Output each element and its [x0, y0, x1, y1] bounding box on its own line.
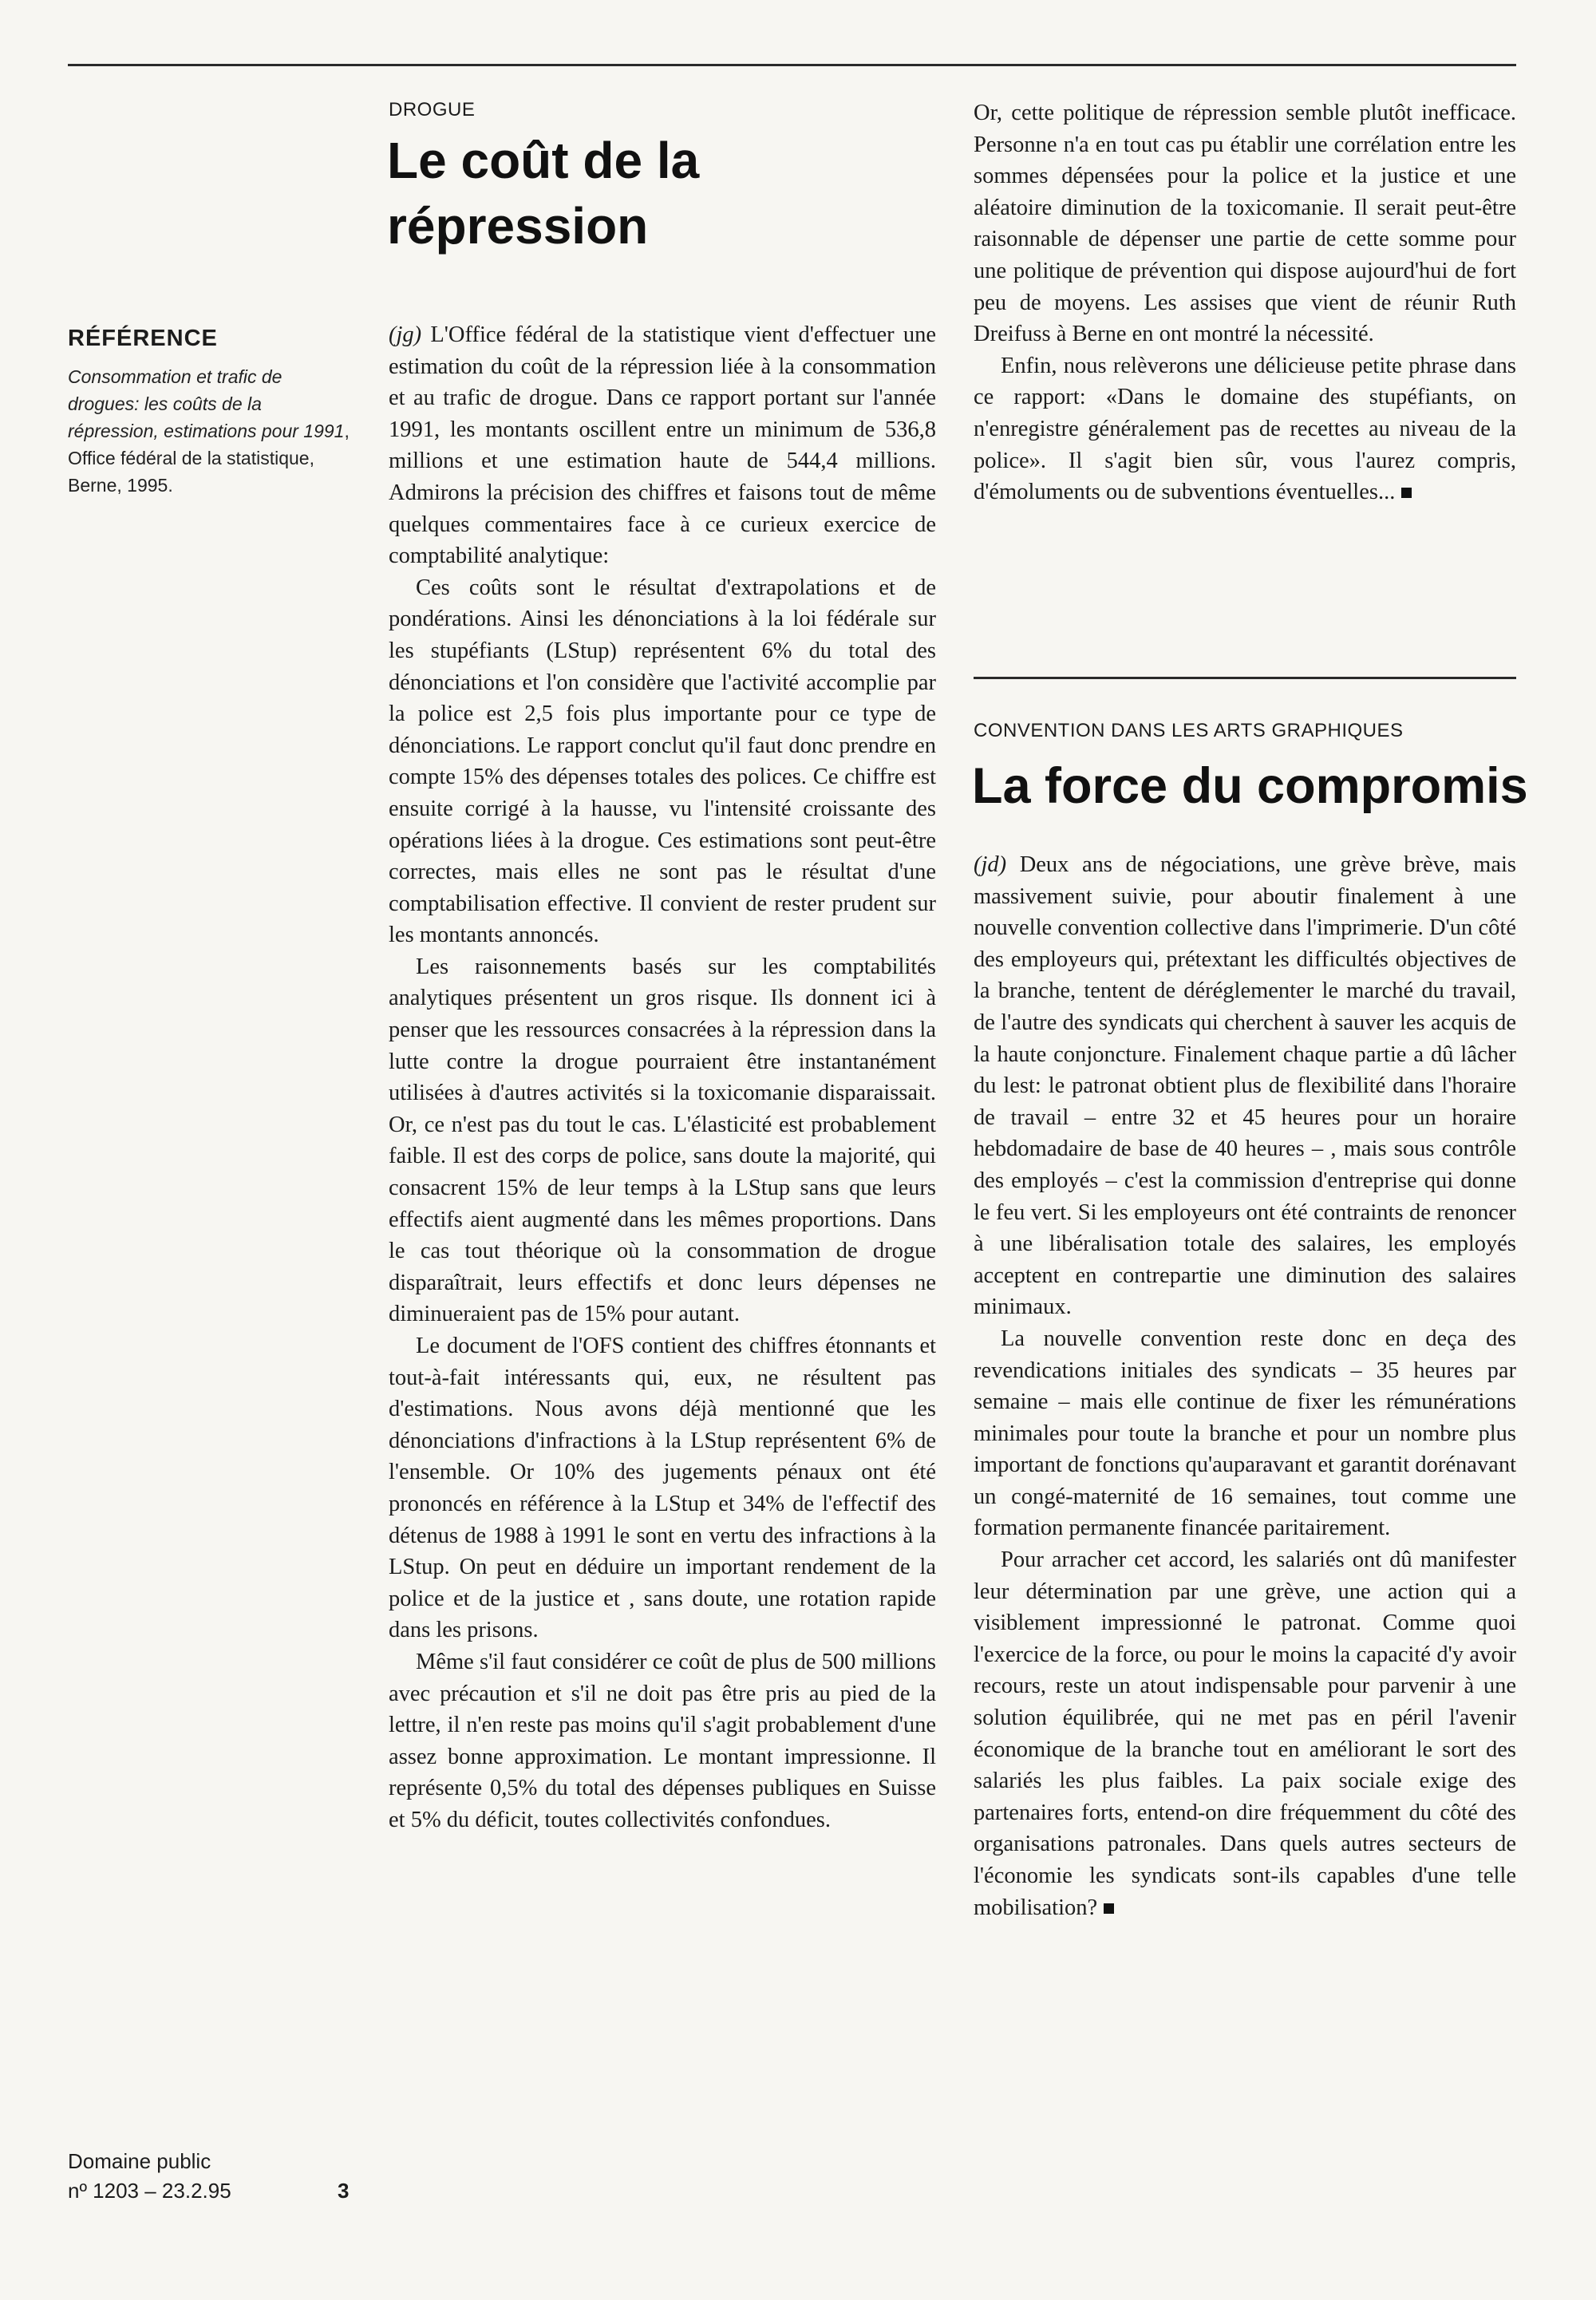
- article1-paragraph-5: Même s'il faut considérer ce coût de plus de 500 millions avec précaution et s'il ne doit pas être pris au pied de la lettre, il n'en reste pas moins qu'il s'agit probablement d'une assez bonne approximation. Le montant impressionne. Il représente 0,5% du total des dépenses publiques en Suisse et 5% du déficit, toutes collectivités confondues.: [389, 1649, 936, 1832]
- article2-column: [974, 849, 1516, 1923]
- end-mark: [1401, 488, 1412, 498]
- article1-column-1: [389, 319, 936, 1836]
- reference-heading: RÉFÉRENCE: [68, 326, 218, 351]
- end-mark: [1104, 1903, 1114, 1914]
- article2-kicker: CONVENTION DANS LES ARTS GRAPHIQUES: [974, 720, 1404, 741]
- article1-title-line2: répression: [387, 197, 649, 255]
- article1-paragraph-1: (jg) L'Office fédéral de la statistique vient d'effectuer une estimation du coût de la répression liée à la consommation et au trafic de drogue. Dans ce rapport portant sur l'année 1991, les montants oscillent entre un minimum de 536,8 millions et une estimation haute de 544,4 millions. Admirons la précision des chiffres et faisons tout de même quelques commentaires face à ce curieux exercice de comptabilité analytique:: [389, 322, 936, 569]
- page-footer: [68, 2147, 355, 2206]
- publication-name: Domaine public: [68, 2149, 211, 2173]
- article1-column-2: [974, 97, 1516, 508]
- article1-byline: (jg): [389, 322, 422, 347]
- top-rule: [68, 64, 1516, 66]
- article1-paragraph-3: Les raisonnements basés sur les comptabilités analytiques présentent un gros risque. Ils donnent ici à penser que les ressources consacrées à la répression dans la lutte contre la drogue pourraient être instantanément utilisées à d'autres activités si la toxicomanie disparaissait. Or, ce n'est pas du tout le cas. L'élasticité est probablement faible. Il est des corps de police, sans doute la majorité, qui consacrent 15% de leur temps à la LStup sans que leurs effectifs aient augmenté dans les mêmes proportions. Dans le cas tout théorique où la consommation de drogue disparaîtrait, leurs effectifs et donc leurs dépenses ne diminueraient pas de 15% pour autant.: [389, 954, 936, 1327]
- article2-paragraph-2: La nouvelle convention reste donc en deça des revendications initiales des syndicats – 35 heures par semaine – mais elle continue de fixer les rémunérations minimales pour toute la branche et pour un nombre plus important de fonctions qu'auparavant et garantit dorénavant un congé-maternité de 16 semaines, tout comme une formation permanente financée paritairement.: [974, 1326, 1516, 1541]
- article1-paragraph-2: Ces coûts sont le résultat d'extrapolations et de pondérations. Ainsi les dénonciations à la loi fédérale sur les stupéfiants (LStup) représentent 6% du total des dénonciations et l'on considère que l'activité accomplie par la police est 2,5 fois plus importante pour ce type de dénonciations. Le rapport conclut qu'il faut donc prendre en compte 15% des dépenses totales des polices. Ce chiffre est ensuite corrigé à la hausse, vu l'intensité croissante des opérations liées à la drogue. Ces estimations sont peut-être correctes, mais elles ne sont pas le résultat d'une comptabilisation effective. Il convient de rester prudent sur les montants annoncés.: [389, 575, 936, 948]
- reference-publisher: , Office fédéral de la statistique, Berne, 1995.: [68, 421, 350, 496]
- article1-paragraph-7: Enfin, nous relèverons une délicieuse petite phrase dans ce rapport: «Dans le domaine des stupéfiants, on n'enregistre généralement pas de recettes au niveau de la police». Il s'agit bien sûr, vous l'aurez compris, d'émoluments ou de subventions éventuelles...: [974, 353, 1516, 505]
- page-number: 3: [338, 2179, 350, 2203]
- article2-paragraph-3: Pour arracher cet accord, les salariés ont dû manifester leur détermination par une grève, une action qui a visiblement impressionné le patronat. Comme quoi l'exercice de la force, ou pour le moins la capacité d'y avoir recours, reste un atout indispensable pour parvenir à une solution équilibrée, qui ne met pas en péril l'avenir économique de la branche tout en améliorant le sort des salariés les plus faibles. La paix sociale exige des partenaires forts, entend-on dire fréquemment du côté des organisations patronales. Dans quels autres secteurs de l'économie les syndicats sont-ils capables d'une telle mobilisation?: [974, 1547, 1516, 1920]
- reference-citation: [68, 363, 355, 499]
- article1-paragraph-6: Or, cette politique de répression semble plutôt inefficace. Personne n'a en tout cas pu établir une corrélation entre les sommes dépensées pour la police et la justice et une aléatoire diminution de la toxicomanie. Il serait peut-être raisonnable de dépenser une partie de cette somme pour une politique de prévention qui dispose aujourd'hui de fort peu de moyens. Les assises que vient de réunir Ruth Dreifuss à Berne en ont montré la nécessité.: [974, 101, 1516, 347]
- section-divider: [974, 677, 1516, 679]
- article1-title: [387, 128, 699, 259]
- reference-title: Consommation et trafic de drogues: les coûts de la répression, estimations pour 1991: [68, 366, 345, 441]
- article1-title-line1: Le coût de la: [387, 132, 700, 189]
- article2-paragraph-1: (jd) Deux ans de négociations, une grève brève, mais massivement suivie, pour aboutir finalement à une nouvelle convention collective dans l'imprimerie. D'un côté des employeurs qui, prétextant les difficultés objectives de la branche, tentent de déréglementer le marché du travail, de l'autre des syndicats qui cherchent à sauver les acquis de la haute conjoncture. Finalement chaque partie a dû lâcher du lest: le patronat obtient plus de flexibilité dans l'horaire de travail – entre 32 et 45 heures pour un horaire hebdomadaire de base de 40 heures – , mais sous contrôle des employés – c'est la commission d'entreprise qui donne le feu vert. Si les employeurs ont été contraints de renoncer à une libéralisation totale des salaires, les employés acceptent en contrepartie une diminution des salaires minimaux.: [974, 852, 1516, 1320]
- article2-title: La force du compromis: [972, 758, 1528, 814]
- article1-kicker: DROGUE: [389, 99, 476, 121]
- article1-paragraph-4: Le document de l'OFS contient des chiffres étonnants et tout-à-fait intéressants qui, eux, ne résultent pas d'estimations. Nous avons déjà mentionné que les dénonciations d'infractions à la LStup représentent 6% de l'ensemble. Or 10% des jugements pénaux ont été prononcés en référence à la LStup et 34% de l'effectif des détenus de 1988 à 1991 le sont en vertu des infractions à la LStup. On peut en déduire un important rendement de la police et de la justice et , sans doute, une rotation rapide dans les prisons.: [389, 1334, 936, 1643]
- issue-info: nº 1203 – 23.2.95: [68, 2179, 231, 2203]
- article2-byline: (jd): [974, 852, 1007, 877]
